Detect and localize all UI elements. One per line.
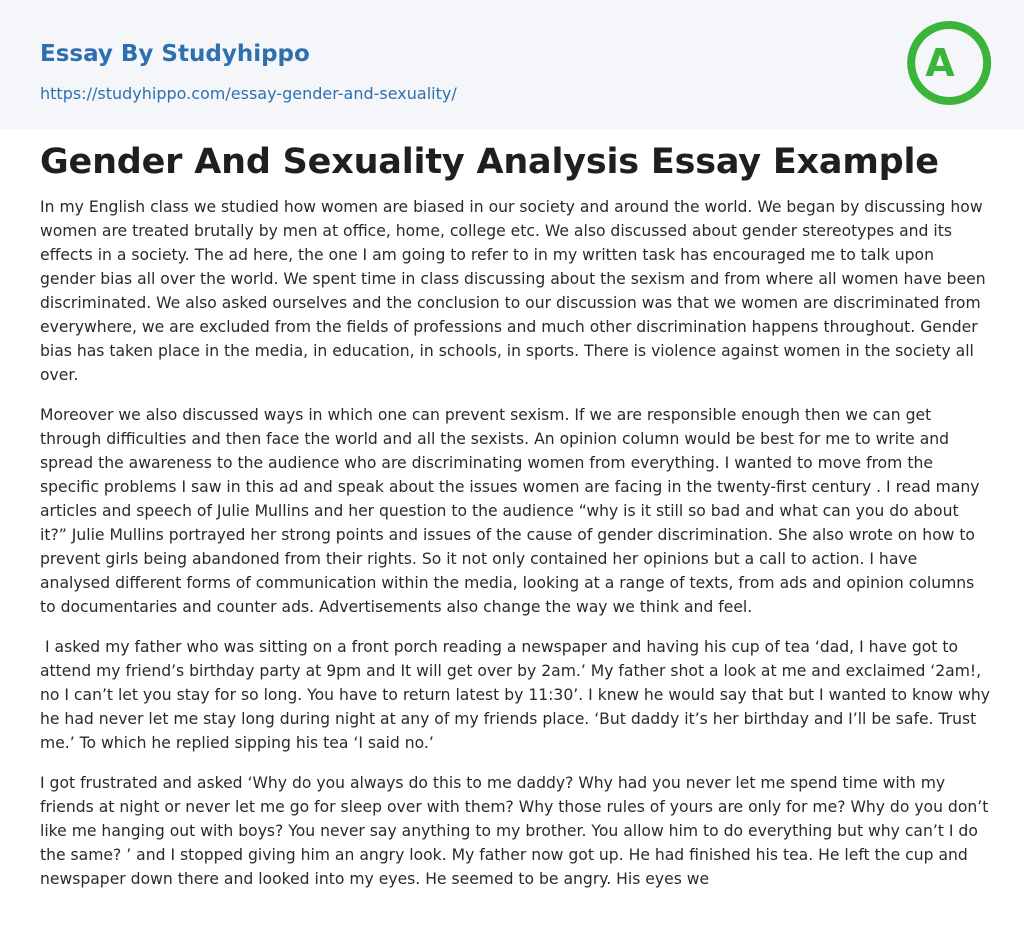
essay-title: Gender And Sexuality Analysis Essay Example <box>40 142 939 182</box>
logo-letter: A <box>925 41 955 85</box>
essay-paragraph: I asked my father who was sitting on a front porch reading a newspaper and having his cup of tea ‘dad, I have got to attend my friend’s birthday party at 9pm and It will get over by 2am.’ My father shot a look at me and exclaimed ‘2am!, no I can’t let you stay for so long. You have to return latest by 11:30’. I knew he would say that but I wanted to know why he had never let me stay long during night at any of my friends place. ‘But daddy it’s her birthday and I’ll be safe. Trust me.’ To which he replied sipping his tea ‘I said no.’ <box>40 638 995 752</box>
site-header <box>0 0 1024 129</box>
essay-paragraph: Moreover we also discussed ways in which one can prevent sexism. If we are responsible enough then we can get through difficulties and then face the world and all the sexists. An opinion column would be best for me to write and spread the awareness to the audience who are discriminating women from everything. I wanted to move from the specific problems I saw in this ad and speak about the issues women are facing in the twenty-first century . I read many articles and speech of Julie Mullins and her question to the audience “why is it still so bad and what can you do about it?” Julie Mullins portrayed her strong points and issues of the cause of gender discrimination. She also wrote on how to prevent girls being abandoned from their rights. So it not only contained her opinions but a call to action. I have analysed different forms of communication within the media, looking at a range of texts, from ads and opinion columns to documentaries and counter ads. Advertisements also change the way we think and feel. <box>40 406 985 616</box>
site-brand[interactable]: Essay By Studyhippo <box>40 41 310 67</box>
essay-url-link[interactable]: https://studyhippo.com/essay-gender-and-sexuality/ <box>40 84 457 103</box>
studyhippo-logo-icon[interactable] <box>910 18 990 108</box>
essay-body <box>40 195 995 947</box>
essay-paragraph: I got frustrated and asked ‘Why do you always do this to me daddy? Why had you never let me spend time with my friends at night or never let me go for sleep over with them? Why those rules of yours are only for me? Why do you don’t like me hanging out with boys? You never say anything to my brother. You allow him to do everything but why can’t I do the same? ’ and I stopped giving him an angry look. My father now got up. He had finished his tea. He left the cup and newspaper down there and looked into my eyes. He seemed to be angry. His eyes we <box>40 774 994 888</box>
essay-paragraph: In my English class we studied how women are biased in our society and around the world. We began by discussing how women are treated brutally by men at office, home, college etc. We also discussed about gender stereotypes and its effects in a society. The ad here, the one I am going to refer to in my written task has encouraged me to talk upon gender bias all over the world. We spent time in class discussing about the sexism and from where all women have been discriminated. We also asked ourselves and the conclusion to our discussion was that we women are discriminated from everywhere, we are excluded from the fields of professions and much other discrimination happens throughout. Gender bias has taken place in the media, in education, in schools, in sports. There is violence against women in the society all over. <box>40 198 991 384</box>
